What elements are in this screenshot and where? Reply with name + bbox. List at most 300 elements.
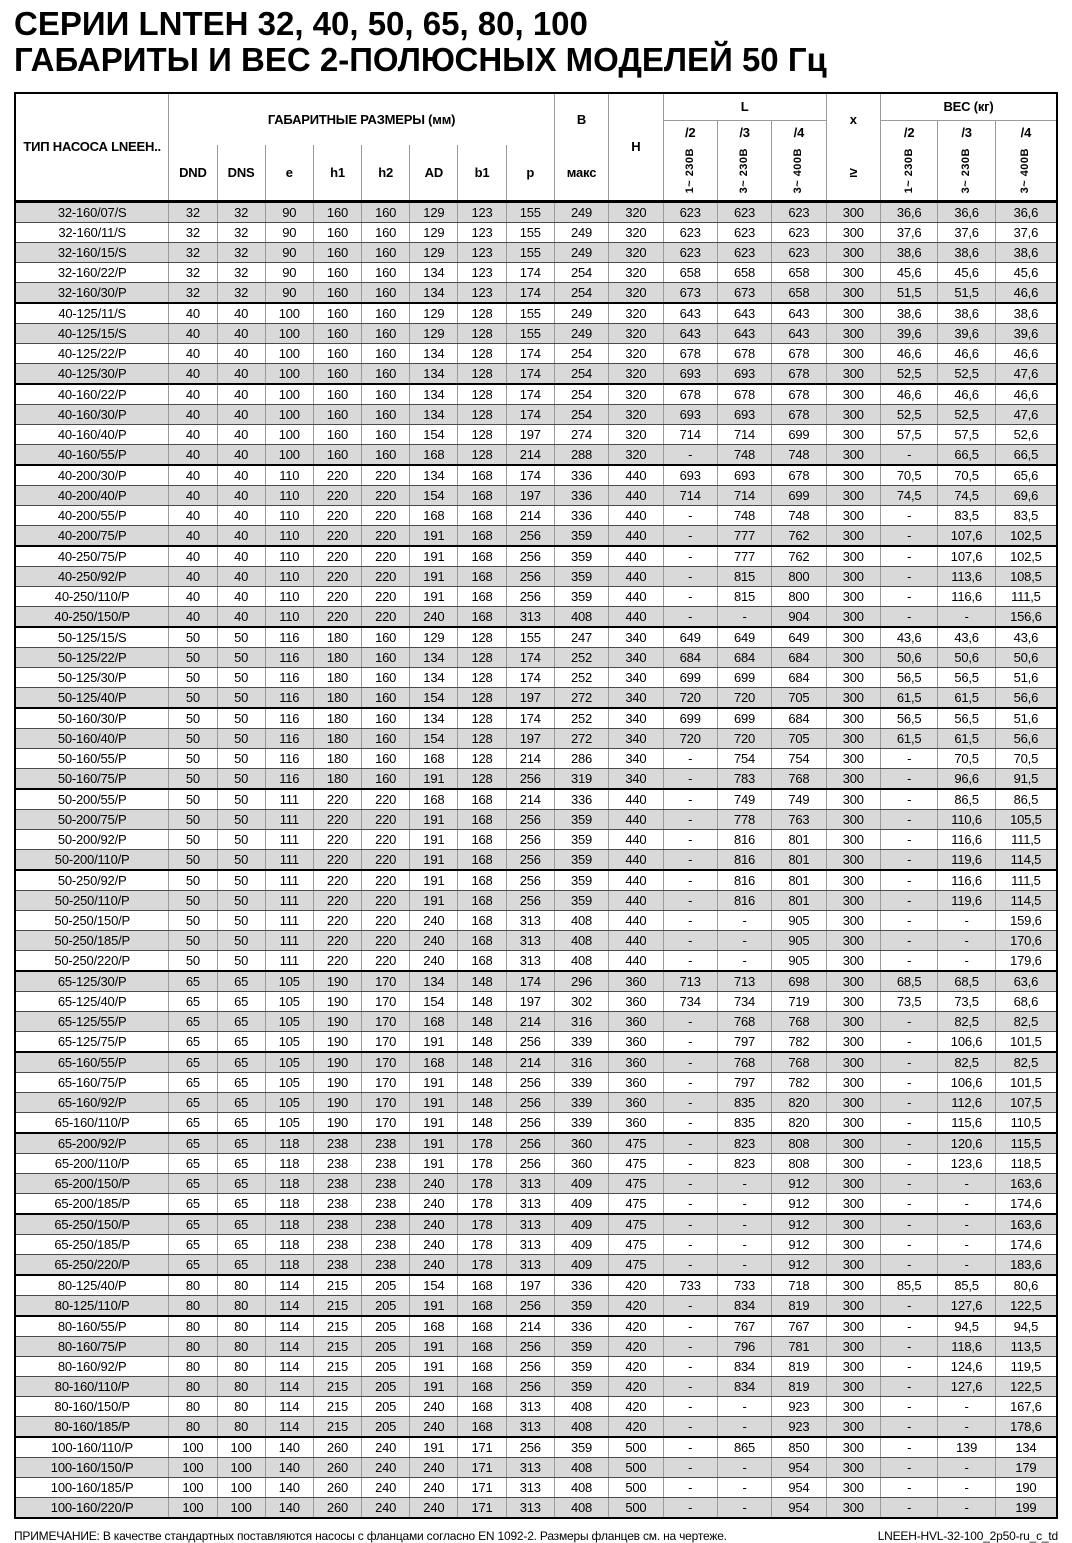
value-cell: 163,6	[995, 1214, 1057, 1235]
value-cell: 105	[265, 1092, 313, 1112]
value-cell: 768	[717, 1052, 771, 1073]
value-cell: -	[663, 1193, 717, 1214]
value-cell: 65	[217, 1072, 265, 1092]
value-cell: 110	[265, 566, 313, 586]
value-cell: 40	[217, 566, 265, 586]
value-cell: 748	[717, 444, 771, 465]
value-cell: 168	[458, 566, 506, 586]
value-cell: 70,5	[880, 465, 937, 486]
value-cell: 40	[169, 444, 217, 465]
table-row	[15, 1497, 1057, 1518]
value-cell: -	[880, 586, 937, 606]
value-cell: -	[663, 768, 717, 789]
value-cell: 160	[313, 282, 361, 303]
value-cell: 252	[554, 647, 608, 667]
value-cell: 100	[217, 1457, 265, 1477]
value-cell: 905	[772, 910, 826, 930]
value-cell: 114	[265, 1376, 313, 1396]
value-cell: 684	[717, 647, 771, 667]
value-cell: 174	[506, 363, 554, 384]
value-cell: 475	[609, 1254, 663, 1275]
value-cell: 359	[554, 1437, 608, 1458]
value-cell: 128	[458, 748, 506, 768]
table-row	[15, 1214, 1057, 1235]
value-cell: 178	[458, 1254, 506, 1275]
value-cell: 124,6	[938, 1356, 995, 1376]
value-cell: 118	[265, 1193, 313, 1214]
value-cell: 360	[554, 1133, 608, 1154]
pump-model-cell: 40-250/92/P	[15, 566, 169, 586]
table-row	[15, 566, 1057, 586]
value-cell: 313	[506, 1254, 554, 1275]
value-cell: -	[663, 789, 717, 810]
value-cell: 160	[313, 404, 361, 424]
value-cell: 768	[717, 1011, 771, 1031]
value-cell: 714	[717, 485, 771, 505]
pump-model-cell: 50-125/22/P	[15, 647, 169, 667]
value-cell: 300	[826, 566, 880, 586]
value-cell: 409	[554, 1234, 608, 1254]
table-row	[15, 870, 1057, 891]
value-cell: -	[880, 1254, 937, 1275]
value-cell: -	[663, 546, 717, 567]
table-row	[15, 363, 1057, 384]
value-cell: 80	[169, 1336, 217, 1356]
value-cell: 100	[169, 1497, 217, 1518]
value-cell: 69,6	[995, 485, 1057, 505]
value-cell: 500	[609, 1437, 663, 1458]
header-w-variant-2: /2	[880, 120, 937, 145]
value-cell: 80	[169, 1416, 217, 1437]
value-cell: 238	[362, 1133, 410, 1154]
value-cell: 114,5	[995, 849, 1057, 870]
value-cell: 40	[169, 384, 217, 405]
value-cell: 191	[410, 890, 458, 910]
value-cell: 220	[362, 465, 410, 486]
value-cell: 678	[717, 384, 771, 405]
value-cell: 923	[772, 1416, 826, 1437]
value-cell: -	[880, 1437, 937, 1458]
pump-model-cell: 50-250/110/P	[15, 890, 169, 910]
pump-table	[14, 92, 1058, 1519]
pump-model-cell: 100-160/220/P	[15, 1497, 169, 1518]
value-cell: 359	[554, 890, 608, 910]
value-cell: 116,6	[938, 870, 995, 891]
value-cell: 191	[410, 1133, 458, 1154]
value-cell: 256	[506, 1092, 554, 1112]
value-cell: 238	[362, 1193, 410, 1214]
value-cell: 50	[169, 849, 217, 870]
table-row	[15, 748, 1057, 768]
value-cell: 240	[410, 1193, 458, 1214]
value-cell: 320	[609, 242, 663, 262]
value-cell: 57,5	[938, 424, 995, 444]
value-cell: 123	[458, 262, 506, 282]
value-cell: 220	[362, 829, 410, 849]
value-cell: 134	[410, 282, 458, 303]
value-cell: 684	[772, 708, 826, 729]
pump-model-cell: 40-200/40/P	[15, 485, 169, 505]
value-cell: 65	[169, 1173, 217, 1193]
value-cell: 220	[313, 890, 361, 910]
value-cell: 51,6	[995, 667, 1057, 687]
value-cell: 38,6	[938, 303, 995, 324]
table-row	[15, 505, 1057, 525]
table-row	[15, 424, 1057, 444]
value-cell: 140	[265, 1477, 313, 1497]
header-b-max-sub: макс	[554, 145, 608, 202]
table-row	[15, 647, 1057, 667]
pump-model-cell: 80-160/55/P	[15, 1316, 169, 1337]
value-cell: 300	[826, 1497, 880, 1518]
value-cell: 300	[826, 1052, 880, 1073]
value-cell: 160	[362, 424, 410, 444]
value-cell: 720	[717, 687, 771, 708]
value-cell: 52,5	[938, 363, 995, 384]
value-cell: 240	[410, 930, 458, 950]
value-cell: 249	[554, 201, 608, 222]
value-cell: 86,5	[938, 789, 995, 810]
value-cell: 38,6	[995, 303, 1057, 324]
value-cell: 148	[458, 1011, 506, 1031]
table-row	[15, 1112, 1057, 1133]
value-cell: 623	[717, 222, 771, 242]
value-cell: 46,6	[995, 343, 1057, 363]
value-cell: 50	[217, 890, 265, 910]
value-cell: 40	[169, 505, 217, 525]
value-cell: 320	[609, 404, 663, 424]
value-cell: 80	[217, 1416, 265, 1437]
value-cell: 313	[506, 1214, 554, 1235]
value-cell: 256	[506, 1356, 554, 1376]
value-cell: 286	[554, 748, 608, 768]
value-cell: 180	[313, 687, 361, 708]
value-cell: 110	[265, 465, 313, 486]
value-cell: 360	[609, 1072, 663, 1092]
value-cell: 420	[609, 1396, 663, 1416]
pump-model-cell: 40-125/15/S	[15, 323, 169, 343]
value-cell: 440	[609, 930, 663, 950]
value-cell: 215	[313, 1316, 361, 1337]
value-cell: 178	[458, 1133, 506, 1154]
value-cell: 168	[410, 505, 458, 525]
value-cell: 56,5	[880, 667, 937, 687]
value-cell: 115,6	[938, 1112, 995, 1133]
value-cell: -	[880, 748, 937, 768]
value-cell: 256	[506, 849, 554, 870]
value-cell: 748	[717, 505, 771, 525]
value-cell: 359	[554, 546, 608, 567]
value-cell: 70,5	[995, 748, 1057, 768]
pump-model-cell: 65-160/75/P	[15, 1072, 169, 1092]
value-cell: 238	[313, 1193, 361, 1214]
value-cell: 40	[169, 424, 217, 444]
value-cell: 475	[609, 1234, 663, 1254]
value-cell: 256	[506, 1133, 554, 1154]
value-cell: 57,5	[880, 424, 937, 444]
value-cell: 160	[362, 201, 410, 222]
value-cell: 105	[265, 1072, 313, 1092]
value-cell: 40	[169, 586, 217, 606]
value-cell: 912	[772, 1173, 826, 1193]
value-cell: 300	[826, 829, 880, 849]
table-row	[15, 890, 1057, 910]
value-cell: 313	[506, 950, 554, 971]
value-cell: 68,5	[880, 971, 937, 992]
value-cell: 214	[506, 1052, 554, 1073]
value-cell: -	[880, 546, 937, 567]
value-cell: 120,6	[938, 1133, 995, 1154]
value-cell: 43,6	[995, 627, 1057, 648]
value-cell: 191	[410, 1376, 458, 1396]
value-cell: 954	[772, 1497, 826, 1518]
pump-model-cell: 65-250/220/P	[15, 1254, 169, 1275]
value-cell: -	[880, 910, 937, 930]
value-cell: 50	[169, 930, 217, 950]
value-cell: 116	[265, 708, 313, 729]
value-cell: 767	[772, 1316, 826, 1337]
value-cell: 808	[772, 1153, 826, 1173]
value-cell: 238	[313, 1173, 361, 1193]
table-row	[15, 1092, 1057, 1112]
page-title	[0, 0, 1072, 79]
value-cell: 160	[362, 768, 410, 789]
value-cell: 336	[554, 1275, 608, 1296]
value-cell: 112,6	[938, 1092, 995, 1112]
value-cell: 82,5	[995, 1052, 1057, 1073]
value-cell: 100	[265, 343, 313, 363]
value-cell: 100	[217, 1497, 265, 1518]
value-cell: 623	[772, 201, 826, 222]
value-cell: -	[880, 1477, 937, 1497]
value-cell: 678	[717, 343, 771, 363]
value-cell: 168	[458, 789, 506, 810]
value-cell: 475	[609, 1153, 663, 1173]
value-cell: 359	[554, 1356, 608, 1376]
value-cell: 763	[772, 809, 826, 829]
value-cell: 80	[217, 1356, 265, 1376]
value-cell: 102,5	[995, 525, 1057, 546]
value-cell: 300	[826, 809, 880, 829]
value-cell: 912	[772, 1234, 826, 1254]
value-cell: 440	[609, 870, 663, 891]
value-cell: 360	[609, 1092, 663, 1112]
value-cell: 719	[772, 991, 826, 1011]
value-cell: 256	[506, 1336, 554, 1356]
value-cell: -	[938, 1497, 995, 1518]
value-cell: 260	[313, 1437, 361, 1458]
value-cell: 240	[410, 1396, 458, 1416]
value-cell: 220	[362, 910, 410, 930]
value-cell: 816	[717, 829, 771, 849]
value-cell: 340	[609, 728, 663, 748]
value-cell: 160	[362, 728, 410, 748]
header-pump-type: ТИП НАСОСА LNEEH..	[15, 93, 169, 202]
value-cell: 254	[554, 404, 608, 424]
value-cell: 834	[717, 1356, 771, 1376]
value-cell: 178	[458, 1153, 506, 1173]
value-cell: 240	[410, 1234, 458, 1254]
value-cell: -	[880, 1497, 937, 1518]
pump-model-cell: 32-160/30/P	[15, 282, 169, 303]
pump-model-cell: 32-160/11/S	[15, 222, 169, 242]
value-cell: 90	[265, 262, 313, 282]
value-cell: -	[938, 1173, 995, 1193]
value-cell: -	[663, 1396, 717, 1416]
value-cell: 252	[554, 667, 608, 687]
value-cell: 440	[609, 485, 663, 505]
value-cell: 300	[826, 384, 880, 405]
value-cell: 249	[554, 323, 608, 343]
value-cell: 819	[772, 1295, 826, 1316]
value-cell: 168	[458, 606, 506, 627]
value-cell: 762	[772, 525, 826, 546]
value-cell: 440	[609, 829, 663, 849]
value-cell: 220	[313, 849, 361, 870]
value-cell: 260	[313, 1497, 361, 1518]
value-cell: 65,6	[995, 465, 1057, 486]
table-row	[15, 1173, 1057, 1193]
value-cell: -	[880, 930, 937, 950]
value-cell: 68,5	[938, 971, 995, 992]
value-cell: 658	[717, 262, 771, 282]
value-cell: 50	[217, 728, 265, 748]
value-cell: 80	[169, 1356, 217, 1376]
value-cell: 111	[265, 829, 313, 849]
pump-model-cell: 40-160/40/P	[15, 424, 169, 444]
value-cell: 300	[826, 323, 880, 343]
value-cell: 440	[609, 465, 663, 486]
value-cell: -	[938, 1396, 995, 1416]
pump-model-cell: 80-160/75/P	[15, 1336, 169, 1356]
pump-model-cell: 80-160/150/P	[15, 1396, 169, 1416]
value-cell: 160	[362, 222, 410, 242]
value-cell: 167,6	[995, 1396, 1057, 1416]
value-cell: 40	[169, 404, 217, 424]
value-cell: 440	[609, 606, 663, 627]
value-cell: 865	[717, 1437, 771, 1458]
table-row	[15, 910, 1057, 930]
value-cell: 359	[554, 829, 608, 849]
value-cell: 816	[717, 849, 771, 870]
value-cell: 40	[169, 606, 217, 627]
value-cell: 220	[313, 870, 361, 891]
value-cell: 50,6	[995, 647, 1057, 667]
value-cell: 113,5	[995, 1336, 1057, 1356]
table-row	[15, 586, 1057, 606]
value-cell: -	[663, 1011, 717, 1031]
value-cell: 160	[313, 262, 361, 282]
value-cell: 339	[554, 1072, 608, 1092]
value-cell: -	[880, 1133, 937, 1154]
value-cell: 240	[362, 1437, 410, 1458]
value-cell: 905	[772, 930, 826, 950]
value-cell: 118,6	[938, 1336, 995, 1356]
value-cell: 111	[265, 890, 313, 910]
value-cell: 174	[506, 404, 554, 424]
dimensions-weight-table-wrap	[14, 92, 1058, 1519]
value-cell: 797	[717, 1031, 771, 1052]
value-cell: 108,5	[995, 566, 1057, 586]
pump-group	[15, 546, 1057, 627]
value-cell: 155	[506, 323, 554, 343]
table-row	[15, 282, 1057, 303]
value-cell: 300	[826, 1295, 880, 1316]
value-cell: 45,6	[880, 262, 937, 282]
value-cell: 649	[717, 627, 771, 648]
value-cell: 408	[554, 1416, 608, 1437]
value-cell: 128	[458, 363, 506, 384]
value-cell: -	[663, 505, 717, 525]
value-cell: 168	[458, 485, 506, 505]
value-cell: 105	[265, 1011, 313, 1031]
value-cell: -	[938, 606, 995, 627]
value-cell: 475	[609, 1193, 663, 1214]
value-cell: 106,6	[938, 1031, 995, 1052]
value-cell: 80	[169, 1376, 217, 1396]
value-cell: 684	[772, 647, 826, 667]
table-row	[15, 708, 1057, 729]
value-cell: 220	[313, 829, 361, 849]
value-cell: 800	[772, 566, 826, 586]
value-cell: 46,6	[995, 384, 1057, 405]
value-cell: 693	[717, 465, 771, 486]
value-cell: 178	[458, 1173, 506, 1193]
value-cell: 313	[506, 910, 554, 930]
value-cell: 114	[265, 1295, 313, 1316]
value-cell: -	[663, 748, 717, 768]
pump-model-cell: 65-160/92/P	[15, 1092, 169, 1112]
pump-model-cell: 40-200/30/P	[15, 465, 169, 486]
value-cell: -	[717, 1396, 771, 1416]
value-cell: 50	[217, 687, 265, 708]
pump-model-cell: 100-160/185/P	[15, 1477, 169, 1497]
value-cell: 160	[313, 363, 361, 384]
value-cell: 300	[826, 1477, 880, 1497]
value-cell: 160	[313, 323, 361, 343]
value-cell: 240	[362, 1457, 410, 1477]
table-row	[15, 222, 1057, 242]
value-cell: 118	[265, 1153, 313, 1173]
value-cell: 658	[772, 282, 826, 303]
value-cell: 107,5	[995, 1092, 1057, 1112]
value-cell: 174,6	[995, 1234, 1057, 1254]
value-cell: 191	[410, 1437, 458, 1458]
value-cell: 420	[609, 1356, 663, 1376]
value-cell: 190	[313, 1092, 361, 1112]
value-cell: 123	[458, 282, 506, 303]
value-cell: 300	[826, 950, 880, 971]
value-cell: 300	[826, 1437, 880, 1458]
value-cell: 643	[772, 323, 826, 343]
value-cell: 205	[362, 1416, 410, 1437]
value-cell: -	[663, 1336, 717, 1356]
value-cell: 191	[410, 1031, 458, 1052]
value-cell: 408	[554, 1497, 608, 1518]
value-cell: -	[880, 1234, 937, 1254]
value-cell: -	[880, 1457, 937, 1477]
value-cell: 56,5	[938, 708, 995, 729]
value-cell: 160	[313, 384, 361, 405]
value-cell: 214	[506, 444, 554, 465]
value-cell: 65	[169, 1052, 217, 1073]
value-cell: 45,6	[995, 262, 1057, 282]
value-cell: 440	[609, 586, 663, 606]
value-cell: 409	[554, 1193, 608, 1214]
value-cell: -	[880, 809, 937, 829]
value-cell: 359	[554, 566, 608, 586]
value-cell: 180	[313, 708, 361, 729]
